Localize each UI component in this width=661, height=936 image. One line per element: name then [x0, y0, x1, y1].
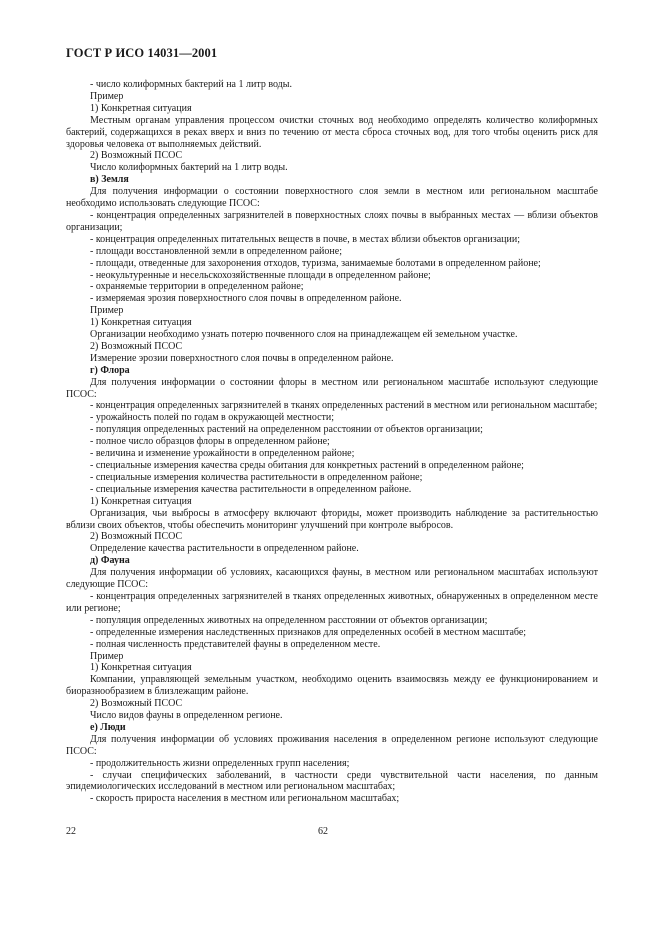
text-line: - специальные измерения количества растительности в определенном районе;: [90, 471, 423, 483]
text-line: - определенные измерения наследственных признаков для определенных особей в местном масштабе;: [90, 626, 527, 638]
text-line: Число колиформных бактерий на 1 литр воды.: [90, 162, 288, 174]
text-line: Пример: [90, 90, 124, 102]
text-line: - популяция определенных растений на определенном расстоянии от объектов организации;: [90, 424, 483, 436]
text-line: Для получения информации о состоянии флоры в местном или региональном масштабе используют следующие ПСОС:: [66, 376, 598, 400]
text-line: 2) Возможный ПСОС: [90, 150, 183, 162]
page-number-left: 22: [66, 826, 76, 837]
page-number-center: 62: [318, 826, 328, 837]
text-line: Организация, чьи выбросы в атмосферу включают фториды, может производить наблюдение за растительностью вблизи своих объектов, чтобы обеспечить мониторинг улучшений при контроле выбросов.: [66, 507, 598, 531]
text-line: Для получения информации об условиях проживания населения в определенном регионе используют следующие ПСОС:: [66, 733, 598, 757]
section-heading: в) Земля: [90, 174, 129, 186]
text-line: Измерение эрозии поверхностного слоя почвы в определенном районе.: [90, 352, 394, 364]
text-line: Для получения информации об условиях, касающихся фауны, в местном или региональном масштабах используют следующие ПСОС:: [66, 567, 598, 591]
text-line: - площади восстановленной земли в определенном районе;: [90, 245, 342, 257]
text-line: Число видов фауны в определенном регионе.: [90, 710, 283, 722]
text-line: - концентрация определенных загрязнителей в тканях определенных животных, обнаруженных в определенном месте или регионе;: [66, 590, 598, 614]
text-line: 1) Конкретная ситуация: [90, 317, 192, 329]
text-line: Для получения информации о состоянии поверхностного слоя земли в местном или региональном масштабе необходимо использовать следующие ПСОС:: [66, 186, 598, 210]
text-line: - величина и изменение урожайности в определенном районе;: [90, 448, 355, 460]
text-line: - скорость прироста населения в местном или региональном масштабах;: [90, 793, 400, 805]
section-heading: д) Фауна: [90, 555, 130, 567]
text-line: - число колиформных бактерий на 1 литр воды.: [90, 79, 292, 90]
text-line: 1) Конкретная ситуация: [90, 662, 192, 674]
section-heading: г) Флора: [90, 364, 130, 376]
text-line: - популяция определенных животных на определенном расстоянии от объектов организации;: [90, 614, 488, 626]
text-line: Пример: [90, 650, 124, 662]
text-line: - урожайность полей по годам в окружающей местности;: [90, 412, 335, 424]
text-line: 2) Возможный ПСОС: [90, 698, 183, 710]
text-line: - специальные измерения качества растительности в определенном районе.: [90, 483, 412, 495]
text-line: Местным органам управления процессом очистки сточных вод необходимо определять количество колиформных бактерий, содержащихся в реках вверх и вниз по течению от места сброса сточных вод, для того чтобы оценить риск для здоровья человека от выполняемых действий.: [66, 114, 598, 150]
text-line: Пример: [90, 305, 124, 317]
document-body: [66, 79, 598, 805]
text-line: 2) Возможный ПСОС: [90, 340, 183, 352]
text-line: - случаи специфических заболеваний, в частности среди чувствительной части населения, по данным эпидемиологических исследований в местном или региональном масштабах;: [66, 769, 598, 793]
text-line: Организации необходимо узнать потерю почвенного слоя на принадлежащем ей земельном участке.: [90, 329, 518, 341]
text-line: - неокультуренные и несельскохозяйственные площади в определенном районе;: [90, 269, 431, 281]
text-line: - измеряемая эрозия поверхностного слоя почвы в определенном районе.: [90, 293, 402, 305]
text-line: - специальные измерения качества среды обитания для конкретных растений в определенном районе;: [90, 460, 524, 471]
text-line: - площади, отведенные для захоронения отходов, туризма, занимаемые болотами в определенном районе;: [90, 257, 541, 269]
document-header: ГОСТ Р ИСО 14031—2001: [66, 46, 218, 60]
text-line: 1) Конкретная ситуация: [90, 495, 192, 507]
text-line: 1) Конкретная ситуация: [90, 102, 192, 114]
section-heading: е) Люди: [90, 721, 126, 733]
text-line: Компании, управляющей земельным участком, необходимо оценить взаимосвязь между ее функционированием и биоразнообразием в близлежащим районе.: [66, 674, 598, 698]
text-line: - полная численность представителей фауны в определенном месте.: [90, 638, 381, 650]
text-line: Определение качества растительности в определенном районе.: [90, 543, 359, 555]
text-line: - полное число образцов флоры в определенном районе;: [90, 436, 330, 448]
text-line: - концентрация определенных загрязнителей в тканях определенных растений в местном или региональном масштабе;: [90, 400, 598, 412]
text-line: - концентрация определенных загрязнителей в поверхностных слоях почвы в выбранных местах — вблизи объектов организации;: [66, 209, 598, 233]
text-line: - продолжительность жизни определенных групп населения;: [90, 757, 350, 769]
text-line: - охраняемые территории в определенном районе;: [90, 281, 304, 293]
text-line: - концентрация определенных питательных веществ в почве, в местах вблизи объектов организации;: [90, 233, 520, 245]
text-line: 2) Возможный ПСОС: [90, 531, 183, 543]
